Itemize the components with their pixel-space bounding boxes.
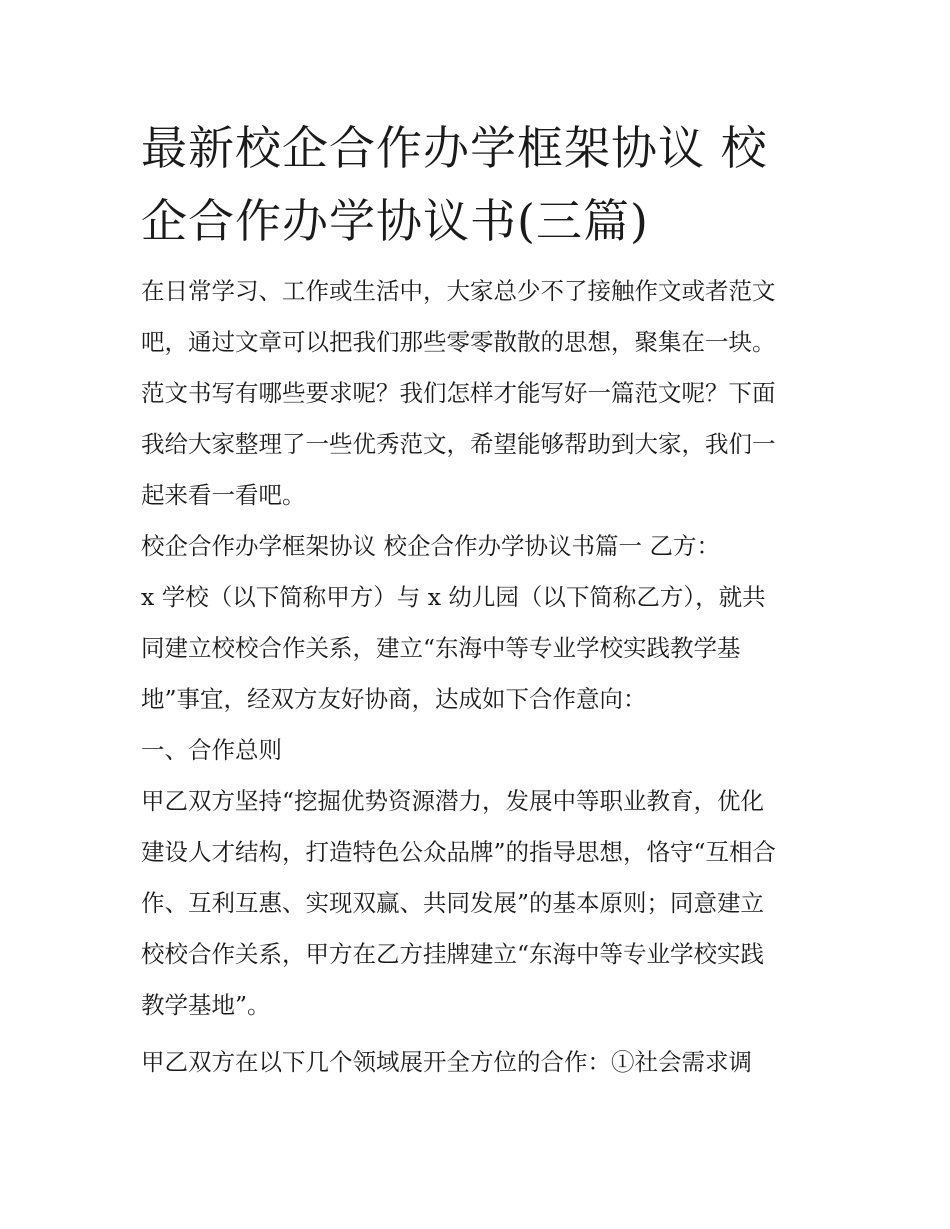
text-line: 作、互利互惠、实现双赢、共同发展”的基本原则；同意建立: [141, 889, 765, 917]
text-line: 在日常学习、工作或生活中，大家总少不了接触作文或者范文: [141, 277, 776, 305]
paragraph-intro: [141, 266, 821, 521]
paragraph-principles: [141, 776, 821, 1031]
text-line: 校校合作关系，甲方在乙方挂牌建立“东海中等专业学校实践: [141, 940, 765, 968]
paragraph-general-principles-heading: [141, 725, 821, 776]
paragraph-parties: [141, 572, 821, 725]
text-line: 甲乙双方在以下几个领域展开全方位的合作：①社会需求调: [141, 1048, 752, 1076]
text-line: 同建立校校合作关系，建立“东海中等专业学校实践教学基: [141, 634, 741, 662]
paragraph-cooperation-areas: [141, 1037, 821, 1088]
text-line: 一、合作总则: [141, 736, 282, 764]
text-line: 甲乙双方坚持“挖掘优势资源潜力，发展中等职业教育，优化: [141, 787, 765, 815]
text-line: 范文书写有哪些要求呢？我们怎样才能写好一篇范文呢？下面: [141, 379, 776, 407]
text-line: 我给大家整理了一些优秀范文，希望能够帮助到大家，我们一: [141, 430, 776, 458]
paragraph-section-heading: [141, 521, 821, 572]
text-line: 建设人才结构，打造特色公众品牌”的指导思想，恪守“互相合: [141, 838, 777, 866]
document-content: [141, 112, 821, 1088]
document-title: [141, 112, 821, 258]
text-line: 吧，通过文章可以把我们那些零零散散的思想，聚集在一块。: [141, 328, 776, 356]
text-line: 教学基地”。: [141, 991, 271, 1019]
text-line: 校企合作办学框架协议 校企合作办学协议书篇一 乙方：: [141, 532, 720, 560]
text-line: 地”事宜，经双方友好协商，达成如下合作意向：: [141, 685, 647, 713]
title-line-1: 最新校企合作办学框架协议 校: [141, 121, 768, 175]
title-line-2: 企合作办学协议书(三篇): [141, 194, 649, 248]
text-line: x 学校（以下简称甲方）与 x 幼儿园（以下简称乙方），就共: [141, 583, 766, 611]
text-line: 起来看一看吧。: [141, 481, 306, 509]
